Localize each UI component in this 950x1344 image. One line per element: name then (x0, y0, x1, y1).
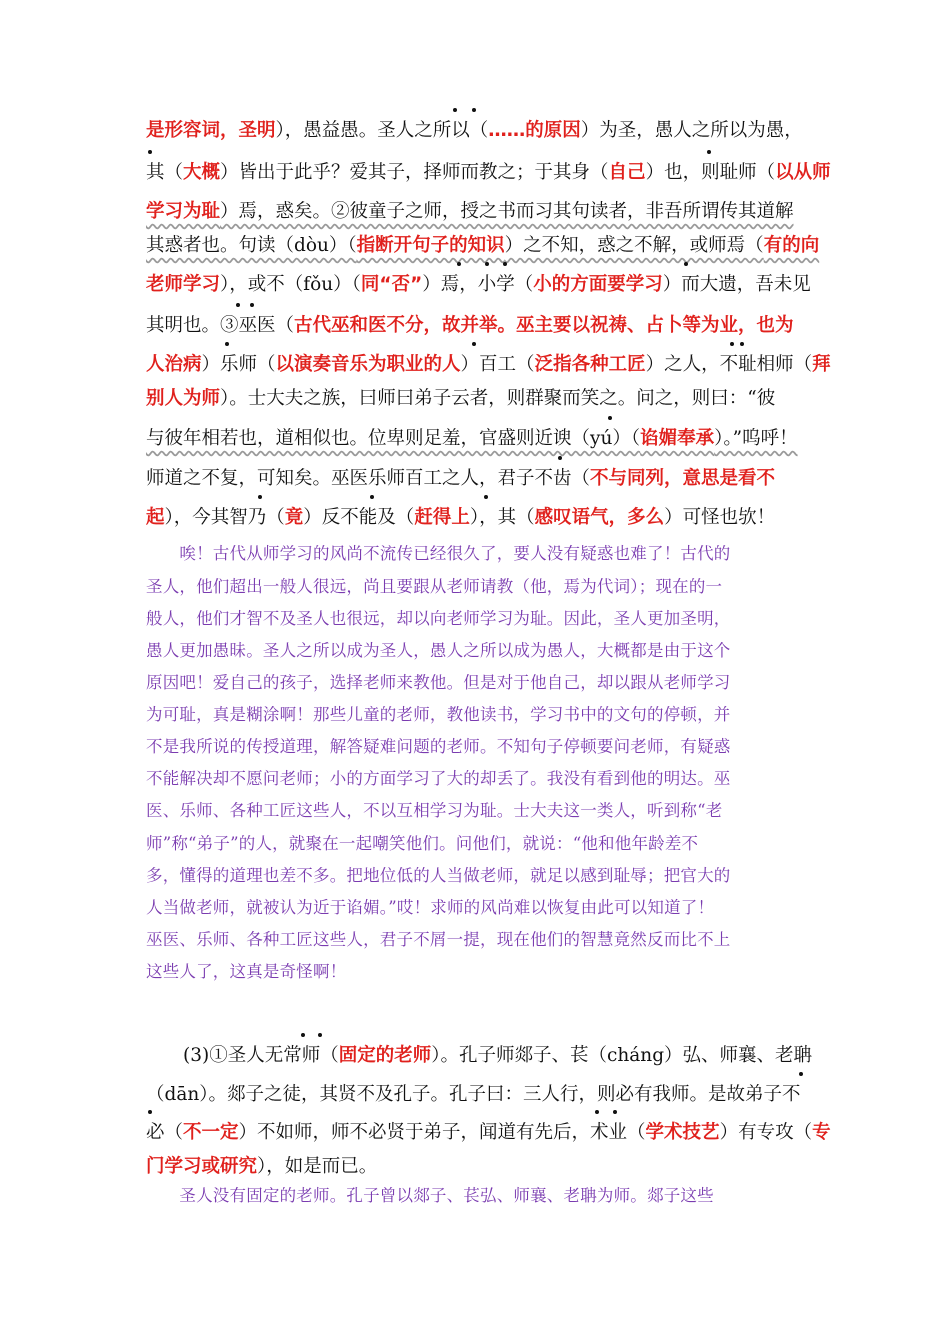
annotation-text: 古代巫和医不分，故并举。巫主要以祝祷、占卜等为业，也为 (294, 315, 794, 336)
original-text: ）也，则耻师（ (645, 162, 776, 183)
translation-line: 唉！古代从师学习的风尚不流传已经很久了，要人没有疑惑也难了！古代的 (146, 544, 731, 563)
translation-line: 般人，他们才智不及圣人也很远，却以向老师学习为耻。因此，圣人更加圣明， (146, 609, 731, 628)
emphasis-dot (370, 495, 374, 499)
annotation-text: 门学习或研究 (146, 1156, 258, 1177)
original-text: ）之人，不耻相师（ (645, 354, 813, 375)
emphasis-dot (148, 150, 152, 154)
original-text: ），愚益愚。圣人之所以（ (275, 120, 489, 141)
annotation-text: 起 (146, 507, 165, 528)
original-text: ），今其智乃（ (164, 507, 285, 528)
original-line (146, 424, 812, 454)
original-text: 其（ (146, 162, 184, 183)
annotation-text: 有的向 (763, 235, 820, 256)
emphasis-dot (301, 1033, 305, 1037)
emphasis-dot (503, 262, 507, 266)
original-text: ）百工（ (460, 354, 535, 375)
annotation-text: 老师学习 (146, 274, 221, 295)
emphasis-dot (318, 1033, 322, 1037)
annotation-text: 以从师 (775, 162, 831, 183)
original-line (146, 1118, 831, 1148)
emphasis-dot (595, 1110, 599, 1114)
emphasis-dot (684, 262, 688, 266)
translation-line: 师”称“弟子”的人，就聚在一起嘲笑他们。问他们，就说：“他和他年龄差不 (146, 834, 699, 853)
original-text: 师道之不复，可知矣。巫医乐师百工之人，君子不齿（ (146, 468, 591, 489)
annotation-text: 同“否” (360, 274, 423, 295)
emphasis-dot (613, 1110, 617, 1114)
original-text: ）。孔子师郯子、苌（cháng）弘、师襄、老聃 (431, 1045, 813, 1066)
translation-line: 为可耻，真是糊涂啊！那些儿童的老师，教他读书，学习书中的文句的停顿，并 (146, 705, 731, 724)
annotation-text: 大概 (183, 162, 221, 183)
translation-line: 这些人了，这真是奇怪啊！ (146, 962, 347, 981)
emphasis-dot (730, 342, 734, 346)
translation-line: 医、乐师、各种工匠这些人，不以互相学习为耻。士大夫这一类人，听到称“老 (146, 801, 723, 820)
annotation-text: 泛指各种工匠 (534, 354, 646, 375)
annotation-text: 固定的老师 (338, 1045, 432, 1066)
original-line (146, 231, 820, 261)
emphasis-dot (236, 303, 240, 307)
translation-line: 多，懂得的道理也差不多。把地位低的人当做老师，就足以感到耻辱；把官大的 (146, 866, 731, 885)
original-text: ）不如师，师不必贤于弟子，闻道有先后，术业（ (238, 1122, 646, 1143)
annotation-text: ……的原因 (488, 120, 581, 141)
annotation-text: 别人为师 (146, 388, 221, 409)
annotation-text: 竟 (284, 507, 304, 528)
emphasis-dot (472, 342, 476, 346)
annotation-text: 以演奏音乐为职业的人 (275, 354, 461, 375)
emphasis-dot (484, 495, 488, 499)
original-line (146, 197, 812, 227)
original-line (146, 464, 812, 494)
emphasis-dot (258, 495, 262, 499)
translation-line: 巫医、乐师、各种工匠这些人，君子不屑一提，现在他们的智慧竟然反而比不上 (146, 930, 731, 949)
translation-line: 原因吧！爱自己的孩子，选择老师来教他。但是对于他自己，却以跟从老师学习 (146, 673, 731, 692)
emphasis-dot (250, 303, 254, 307)
emphasis-dot (608, 416, 612, 420)
original-text: ），或不（fǒu）（ (220, 274, 361, 295)
original-text: ）反不能及（ (303, 507, 415, 528)
original-text: (3)①圣人无常师（ (146, 1045, 339, 1066)
emphasis-dot (740, 342, 744, 346)
original-line (146, 158, 831, 188)
original-line (146, 503, 812, 533)
original-text: ）可怪也欤！ (664, 507, 776, 528)
original-text: （dān）。郯子之徒，其贤不及孔子。孔子曰：三人行，则必有我师。是故弟子不 (146, 1084, 801, 1105)
translation-line: 不是我所说的传授道理，解答疑难问题的老师。不知句子停顿要问老师，有疑惑 (146, 737, 731, 756)
original-line (146, 1080, 812, 1110)
original-text: 与彼年相若也，道相似也。位卑则足羞，官盛则近谀（yú）（ (146, 428, 641, 449)
emphasis-dot (799, 1072, 803, 1076)
original-text: 必（ (146, 1122, 184, 1143)
original-text: ），如是而已。 (257, 1156, 378, 1177)
emphasis-dot (472, 108, 476, 112)
annotation-text: 指断开句子的知识 (356, 235, 505, 256)
emphasis-dot (485, 262, 489, 266)
original-text: ）焉，小学（ (422, 274, 534, 295)
original-line (146, 311, 812, 341)
annotation-text: 学习为耻 (146, 201, 221, 222)
annotation-text: 谄媚奉承 (640, 428, 715, 449)
annotation-text: 是形容词，圣明 (146, 120, 276, 141)
original-text: 其惑者也。句读（dòu）（ (146, 235, 357, 256)
original-text: ）之不知，惑之不解，或师焉（ (504, 235, 764, 256)
original-line (146, 350, 831, 380)
emphasis-dot (225, 342, 229, 346)
original-line (146, 116, 812, 146)
translation-line: 愚人更加愚昧。圣人之所以成为圣人，愚人之所以成为愚人，大概都是由于这个 (146, 641, 731, 660)
original-text: ）。士大夫之族，曰师曰弟子云者，则群聚而笑之。问之，则曰：“彼 (220, 388, 776, 409)
annotation-text: 不与同列，意思是看不 (590, 468, 776, 489)
annotation-text: 赶得上 (414, 507, 470, 528)
original-line (146, 384, 812, 414)
original-text: ），其（ (469, 507, 535, 528)
emphasis-dot (558, 456, 562, 460)
original-text: ）而大遗，吾未见 (662, 274, 811, 295)
annotation-text: 小的方面要学习 (533, 274, 663, 295)
annotation-text: 自己 (608, 162, 646, 183)
translation-line: 人当做老师，就被认为近于谄媚。”哎！求师的风尚难以恢复由此可以知道了！ (146, 898, 715, 917)
original-line (146, 1041, 812, 1071)
original-text: ）为圣，愚人之所以为愚， (580, 120, 803, 141)
annotation-text: 人治病 (146, 354, 202, 375)
annotation-text: 专 (812, 1122, 831, 1143)
emphasis-dot (453, 108, 457, 112)
translation-line: 不能解决却不愿问老师；小的方面学习了大的却丢了。我没有看到他的明达。巫 (146, 769, 731, 788)
emphasis-dot (148, 1110, 152, 1114)
original-text: ）皆出于此乎？爱其子，择师而教之；于其身（ (220, 162, 609, 183)
annotation-text: 拜 (812, 354, 831, 375)
original-text: ）。”呜呼！ (714, 428, 798, 449)
emphasis-dot (707, 150, 711, 154)
original-text: ）有专攻（ (719, 1122, 813, 1143)
annotation-text: 学术技艺 (645, 1122, 720, 1143)
original-text: ）乐师（ (201, 354, 276, 375)
translation-line: 圣人，他们超出一般人很远，尚且要跟从老师请教（他，焉为代词）；现在的一 (146, 577, 723, 596)
original-line (146, 1152, 812, 1182)
original-text: ）焉，惑矣。②彼童子之师，授之书而习其句读者，非吾所谓传其道解 (220, 201, 794, 222)
original-text: 其明也。③巫医（ (146, 315, 295, 336)
original-line (146, 270, 812, 300)
emphasis-dot (457, 262, 461, 266)
translation-line: 圣人没有固定的老师。孔子曾以郯子、苌弘、师襄、老聃为师。郯子这些 (146, 1186, 714, 1205)
annotation-text: 不一定 (183, 1122, 239, 1143)
annotation-text: 感叹语气，多么 (534, 507, 665, 528)
